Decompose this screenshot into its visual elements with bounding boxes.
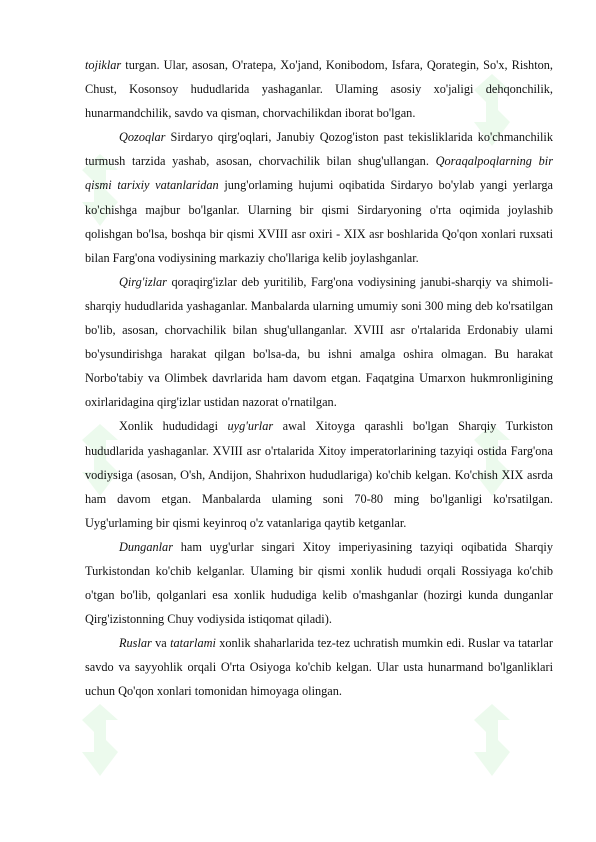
text-run: turgan. Ular, asosan, O'ratepa, Xo'jand, Konibodom, Isfara, Qorategin, So'x, Rishton, Chust, Kosonsoy hududlarida yashaganlar. Ulaming asosiy xo'jaligi dehqonchilik, hunarmandchilik, savdo va qisman, chorvachilikdan iborat bo'lgan.	[85, 58, 553, 121]
text-run: Sirdaryo qirg'oqlari, Janubiy Qozog'iston past tekisliklarida ko'chmanchilik turmush tarzida yashab, asosan, chorvachilik bilan shug'ullangan.	[85, 130, 553, 169]
text-run: awal Xitoyga qarashli bo'lgan Sharqiy Turkiston hududlarida yashaganlar. XVIII asr o'rtalarida Xitoy imperatorlarining tazyiqi ostida Farg'ona vodiysiga (asosan, O'sh, Andijon, Shahrixon hududlariga) ko'chib kelgan. Ko'chish XIX asrda ham davom etgan. Manbalarda ulaming soni 70-80 ming bo'lganligi ko'rsatilgan. Uyg'urlaming bir qismi keyinroq o'z vatanlariga qaytib ketganlar.	[85, 419, 553, 530]
italic-term: Qoraqalpoqlarning bir qismi tarixiy vatanlaridan	[85, 154, 553, 193]
text-run: jung'orlaming hujumi oqibatida Sirdaryo bo'ylab yangi yerlarga ko'chishga majbur bo'lganlar. Ularning bir qismi Sirdaryoning o'rta oqimida joylashib qolishgan bo'lsa, boshqa bir qismi XVIII asr oxiri - XIX asr boshlarida Qo'qon xonlari ruxsati bilan Farg'ona vodiysining markaziy cho'llariga kelib joylashganlar.	[85, 178, 553, 265]
paragraph	[85, 631, 553, 703]
paragraph	[85, 414, 553, 534]
text-run: Xonlik hududidagi	[119, 419, 228, 434]
watermark-logo-icon	[470, 700, 514, 780]
italic-term: Qirg'izlar	[119, 274, 167, 289]
italic-term: Qozoqlar	[119, 130, 166, 145]
watermark-logo-icon	[78, 700, 122, 780]
italic-term: tojiklar	[85, 58, 122, 72]
text-run: qoraqirg'izlar deb yuritilib, Farg'ona vodiysining janubi-sharqiy va shimoli-sharqiy hududlarida yashaganlar. Manbalarda ularning umumiy soni 300 ming deb ko'rsatilgan bo'lib, asosan, chorvachilik bilan shug'ullanganlar. XVIII asr o'rtalarida Erdonabiy ulami bo'ysundirishga harakat qilgan bo'lsa-da, bu ishni amalga oshira olmagan. Bu harakat Norbo'tabiy va Olimbek davrlarida ham davom etgan. Faqatgina Umarxon hukmronligining oxirlaridagina qirg'izlar ustidan nazorat o'rnatilgan.	[85, 274, 553, 410]
paragraph	[85, 270, 553, 415]
paragraph	[85, 53, 553, 125]
document-body	[85, 53, 553, 704]
paragraph	[85, 125, 553, 270]
paragraph	[85, 535, 553, 631]
italic-term: Dunganlar	[119, 539, 173, 554]
text-run: va	[151, 636, 171, 651]
italic-term: tatarlami	[170, 636, 216, 651]
italic-term: Ruslar	[119, 636, 152, 651]
italic-term: uyg'urlar	[227, 419, 274, 434]
text-run: ham uyg'urlar singari Xitoy imperiyasining tazyiqi oqibatida Sharqiy Turkistondan ko'chib kelganlar. Ulaming bir qismi xonlik hududi orqali Rossiyaga ko'chib o'tgan bo'lib, qolganlari esa xonlik hududiga kelib o'mashganlar (hozirgi kunda dunganlar Qirg'izistonning Chuy vodiysida istiqomat qiladi).	[85, 539, 553, 627]
text-run: xonlik shaharlarida tez-tez uchratish mumkin edi. Ruslar va tatarlar savdo va sayyohlik orqali O'rta Osiyoga ko'chib kelgan. Ular usta hunarmand bo'lganliklari uchun Qo'qon xonlari tomonidan himoyaga olingan.	[85, 636, 553, 699]
